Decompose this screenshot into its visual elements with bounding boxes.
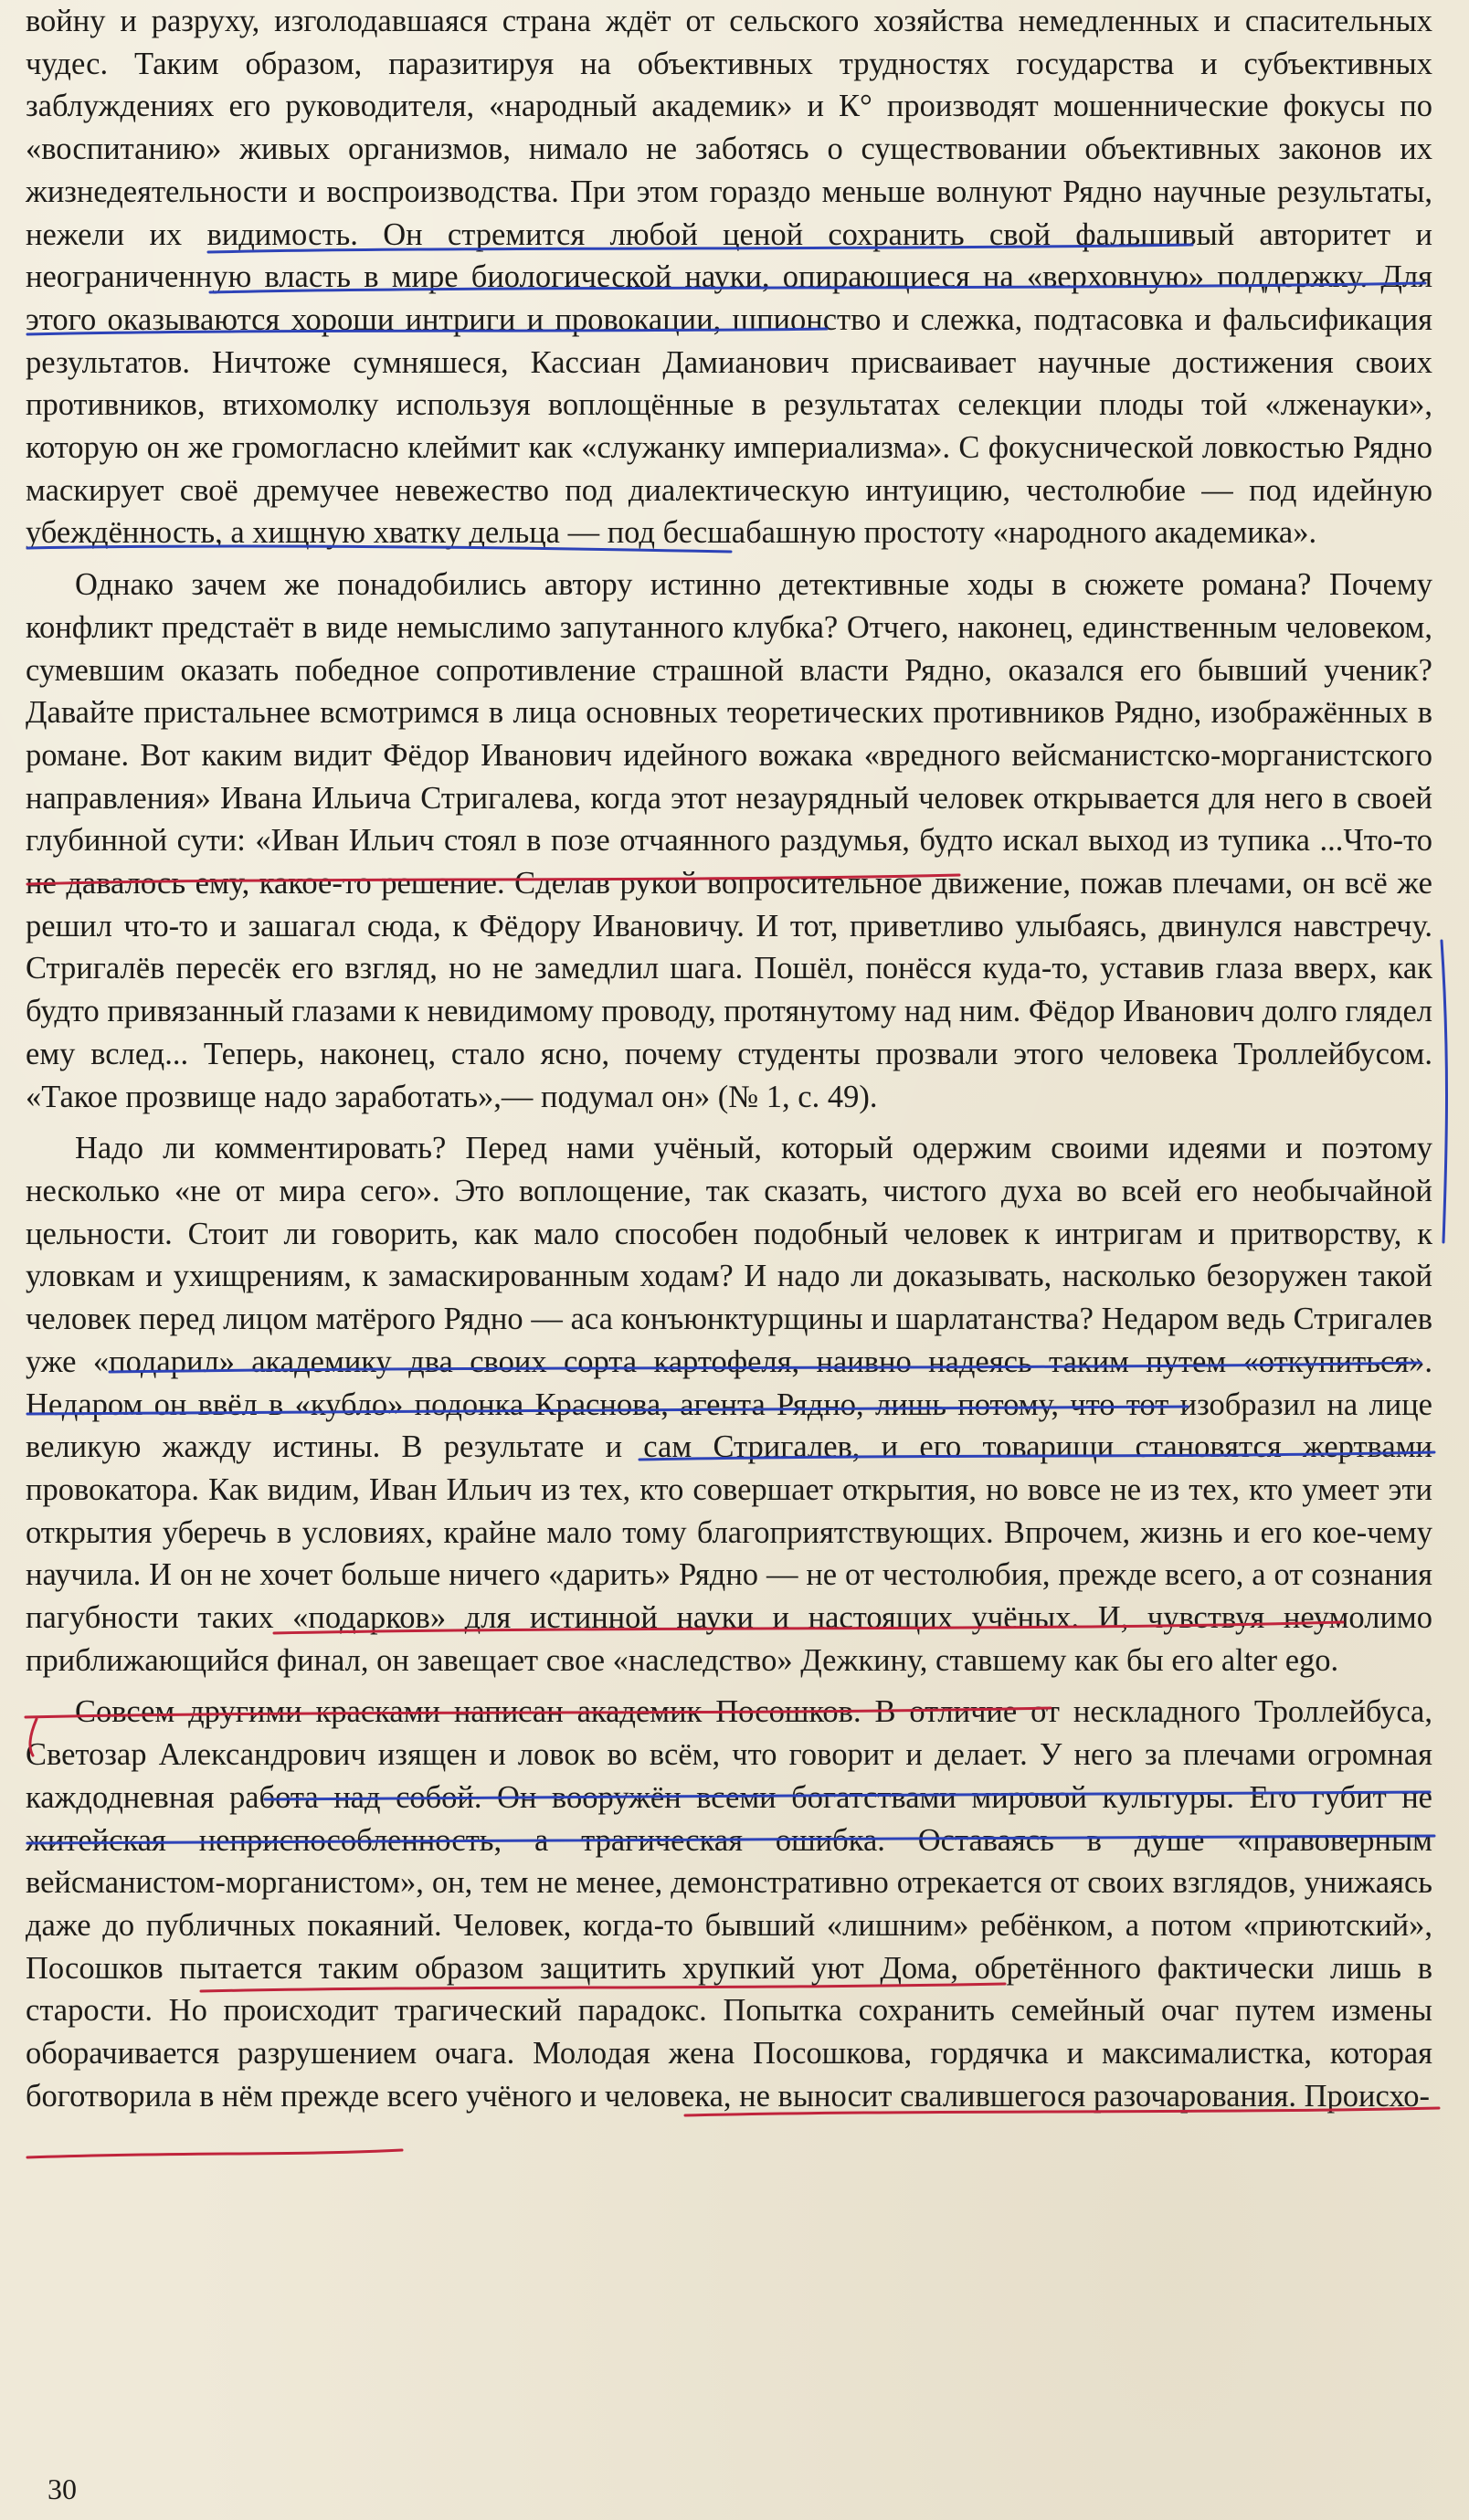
blue-margin-bracket xyxy=(1442,941,1447,1242)
article-body xyxy=(26,0,1432,2117)
page-number: 30 xyxy=(48,2473,77,2505)
red-underline xyxy=(27,2150,402,2157)
paragraph-3: Надо ли комментировать? Перед нами учёный, который одержим своими идеями и поэтому несколько «не от мира сего». Это воплощение, так сказать, чистого духа во всей его необычайной цельности. Стоит ли говорить, как мало способен подобный человек к интригам и притворству, к уловкам и ухищрениям, к замаскированным ходам? И надо ли доказывать, насколько безоружен такой человек перед лицом матёрого Рядно — аса конъюнктурщины и шарлатанства? Недаром ведь Стригалев уже «подарил» академику два своих сорта картофеля, наивно надеясь таким путем «откупиться». Недаром он ввёл в «кубло» подонка Краснова, агента Рядно, лишь потому, что тот изобразил на лице великую жажду истины. В результате и сам Стригалев, и его товарищи становятся жертвами провокатора. Как видим, Иван Ильич из тех, кто совершает открытия, но вовсе не из тех, кто умеет эти открытия уберечь в условиях, крайне мало тому благоприятствующих. Впрочем, жизнь и его кое-чему научила. И он не хочет больше ничего «дарить» Рядно — не от честолюбия, прежде всего, а от сознания пагубности таких «подарков» для истинной науки и настоящих учёных. И, чувствуя неумолимо приближающийся финал, он завещает свое «наследство» Дежкину, ставшему как бы его alter ego. xyxy=(26,1131,1432,1678)
paragraph-4: Совсем другими красками написан академик Посошков. В отличие от нескладного Троллейбуса, Светозар Александрович изящен и ловок во всём, что говорит и делает. У него за плечами огромная каждодневная работа над собой. Он вооружён всеми богатствами мировой культуры. Его губит не житейская неприспособленность, а трагическая ошибка. Оставаясь в душе «правоверным вейсманистом-морганистом», он, тем не менее, демонстративно отрекается от своих взглядов, унижаясь даже до публичных покаяний. Человек, когда-то бывший «лишним» ребёнком, а потом «приютский», Посошков пытается таким образом защитить хрупкий уют Дома, обретённого фактически лишь в старости. Но происходит трагический парадокс. Попытка сохранить семейный очаг путем измены оборачивается разрушением очага. Молодая жена Посошкова, гордячка и максималистка, которая боготворила в нём прежде всего учёного и человека, не выносит свалившегося разочарования. Происхо- xyxy=(26,1694,1432,2114)
paragraph-1: войну и разруху, изголодавшаяся страна ждёт от сельского хозяйства немедленных и спасительных чудес. Таким образом, паразитируя на объективных трудностях государства и субъективных заблуждениях его руководителя, «народный академик» и К° производят мошеннические фокусы по «воспитанию» живых организмов, нимало не заботясь о существовании объективных законов их жизнедеятельности и воспроизводства. При этом гораздо меньше волнуют Рядно научные результаты, нежели их видимость. Он стремится любой ценой сохранить свой фальшивый авторитет и неограниченную власть в мире биологической науки, опирающиеся на «верховную» поддержку. Для этого оказываются хороши интриги и провокации, шпионство и слежка, подтасовка и фальсификация результатов. Ничтоже сумняшеся, Кассиан Дамианович присваивает научные достижения своих противников, втихомолку используя воплощённые в результатах селекции плоды той «лженауки», которую он же громогласно клеймит как «служанку империализма». С фокуснической ловкостью Рядно маскирует своё дремучее невежество под диалектическую интуицию, честолюбие — под идейную убеждённость, а хищную хватку дельца — под бесшабашную простоту «народного академика». xyxy=(26,4,1432,551)
paragraph-2: Однако зачем же понадобились автору истинно детективные ходы в сюжете романа? Почему конфликт предстаёт в виде немыслимо запутанного клубка? Отчего, наконец, единственным человеком, сумевшим оказать победное сопротивление страшной власти Рядно, оказался его бывший ученик? Давайте пристальнее всмотримся в лица основных теоретических противников Рядно, изображённых в романе. Вот каким видит Фёдор Иванович идейного вожака «вредного вейсманистско-морганистского направления» Ивана Ильича Стригалева, когда этот незаурядный человек открывается для него в своей глубинной сути: «Иван Ильич стоял в позе отчаянного раздумья, будто искал выход из тупика ...Что-то не давалось ему, какое-то решение. Сделав рукой вопросительное движение, пожав плечами, он всё же решил что-то и зашагал сюда, к Фёдору Ивановичу. И тот, приветливо улыбаясь, двинулся навстречу. Стригалёв пересёк его взгляд, но не замедлил шага. Пошёл, понёсся куда-то, уставив глаза вверх, как будто привязанный глазами к невидимому проводу, протянутому над ним. Фёдор Иванович долго глядел ему вслед... Теперь, наконец, стало ясно, почему студенты прозвали этого человека Троллейбусом. «Такое прозвище надо заработать»,— подумал он» (№ 1, с. 49). xyxy=(26,567,1432,1114)
